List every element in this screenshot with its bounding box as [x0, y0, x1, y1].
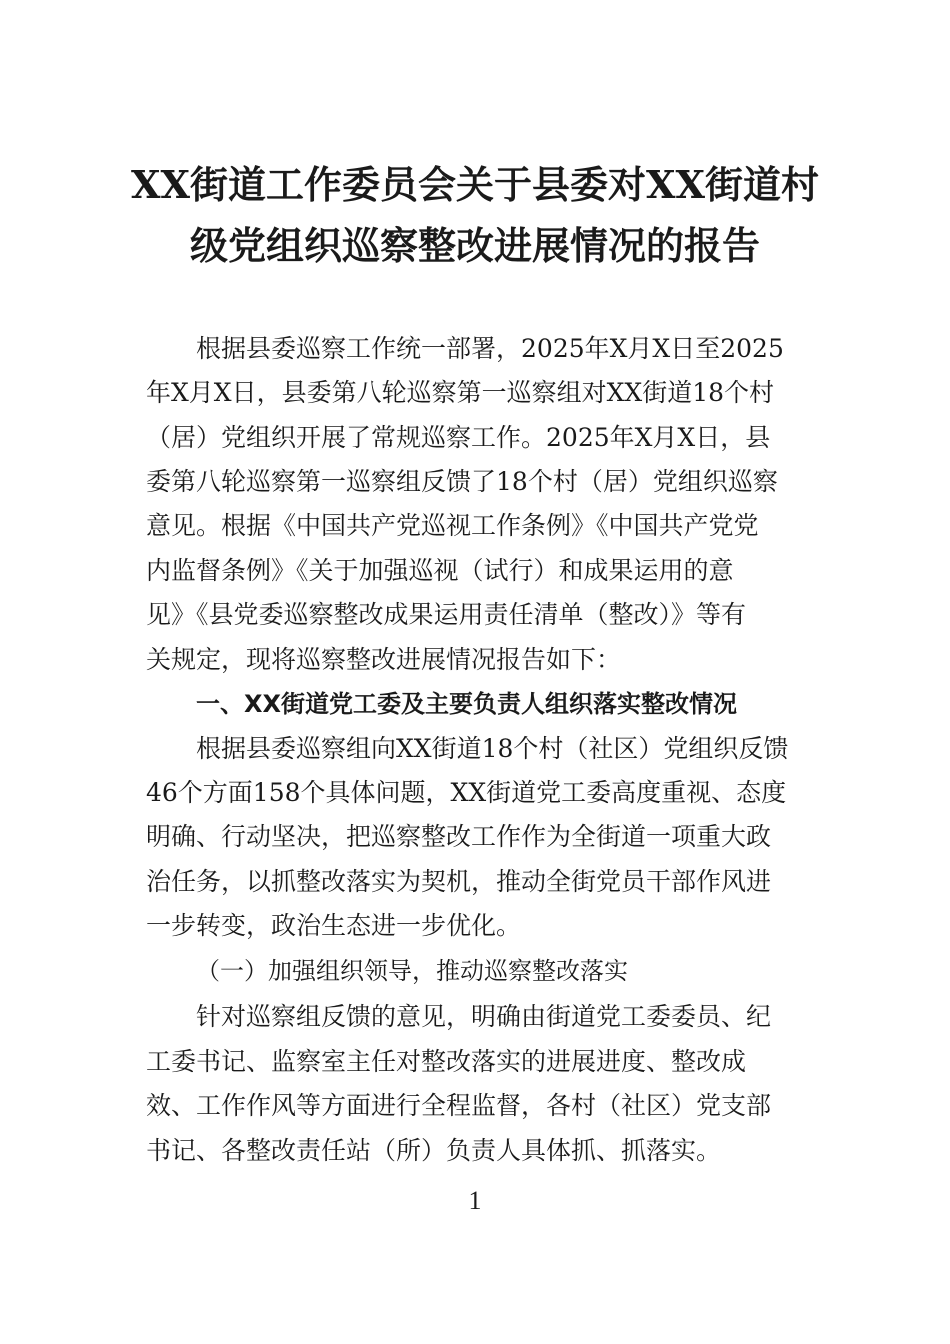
document-title-line-1: XX街道工作委员会关于县委对XX街道村 [131, 162, 819, 207]
subsection-1-line-2: 工委书记、监察室主任对整改落实的进展进度、整改成 [146, 1047, 747, 1076]
page-number: 1 [468, 1186, 482, 1215]
section-1-line-2: 46个方面158个具体问题，XX街道党工委高度重视、态度 [146, 778, 787, 807]
intro-line-6: 内监督条例》《关于加强巡视（试行）和成果运用的意 [146, 556, 734, 585]
section-1-line-5: 一步转变，政治生态进一步优化。 [146, 911, 522, 940]
subsection-1-line-1: 针对巡察组反馈的意见，明确由街道党工委委员、纪 [196, 1002, 772, 1031]
section-1-line-1: 根据县委巡察组向XX街道18个村（社区）党组织反馈 [196, 734, 789, 763]
section-1-heading: 一、XX街道党工委及主要负责人组织落实整改情况 [196, 690, 738, 718]
subsection-1-line-4: 书记、各整改责任站（所）负责人具体抓、抓落实。 [146, 1136, 722, 1165]
intro-line-7: 见》《县党委巡察整改成果运用责任清单（整改）》等有 [146, 600, 747, 629]
document-title-line-2: 级党组织巡察整改进展情况的报告 [189, 223, 760, 268]
intro-line-5: 意见。根据《中国共产党巡视工作条例》《中国共产党党 [146, 511, 759, 540]
subsection-1-line-3: 效、工作作风等方面进行全程监督，各村（社区）党支部 [146, 1091, 772, 1120]
intro-line-8: 关规定，现将巡察整改进展情况报告如下： [146, 645, 622, 674]
section-1-line-4: 治任务，以抓整改落实为契机，推动全街党员干部作风进 [146, 867, 772, 896]
intro-line-2: 年X月X日，县委第八轮巡察第一巡察组对XX街道18个村 [146, 378, 775, 407]
intro-line-3: （居）党组织开展了常规巡察工作。2025年X月X日，县 [146, 423, 771, 452]
section-1-line-3: 明确、行动坚决，把巡察整改工作作为全街道一项重大政 [146, 822, 772, 851]
intro-line-1: 根据县委巡察工作统一部署，2025年X月X日至2025 [196, 334, 784, 363]
subsection-1-heading: （一）加强组织领导，推动巡察整改落实 [196, 957, 628, 985]
intro-line-4: 委第八轮巡察第一巡察组反馈了18个村（居）党组织巡察 [146, 467, 778, 496]
